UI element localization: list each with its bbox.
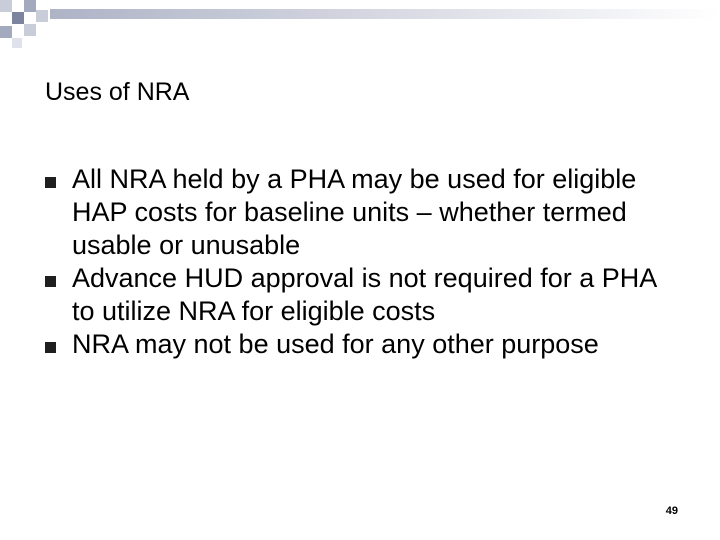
square-bullet-icon <box>45 342 56 353</box>
deco-square <box>0 26 12 38</box>
square-bullet-icon <box>45 276 56 287</box>
deco-square <box>12 12 24 24</box>
header-gradient-bar <box>50 9 720 19</box>
deco-square <box>36 10 48 22</box>
bullet-item <box>45 262 685 328</box>
bullet-text: Advance HUD approval is not required for a PHA to utilize NRA for eligible costs <box>72 263 656 326</box>
deco-square <box>12 38 22 48</box>
header-decoration <box>0 0 720 50</box>
bullet-item <box>45 163 685 262</box>
deco-square <box>24 24 36 36</box>
slide-title: Uses of NRA <box>45 78 190 106</box>
bullet-text: NRA may not be used for any other purpose <box>72 329 599 359</box>
bullet-list <box>45 163 685 361</box>
square-bullet-icon <box>45 177 56 188</box>
deco-square <box>24 0 36 12</box>
deco-square <box>0 0 12 12</box>
bullet-item <box>45 328 685 361</box>
bullet-text: All NRA held by a PHA may be used for eligible HAP costs for baseline units – whether termed usable or unusable <box>72 164 637 260</box>
slide-number: 49 <box>665 505 678 517</box>
